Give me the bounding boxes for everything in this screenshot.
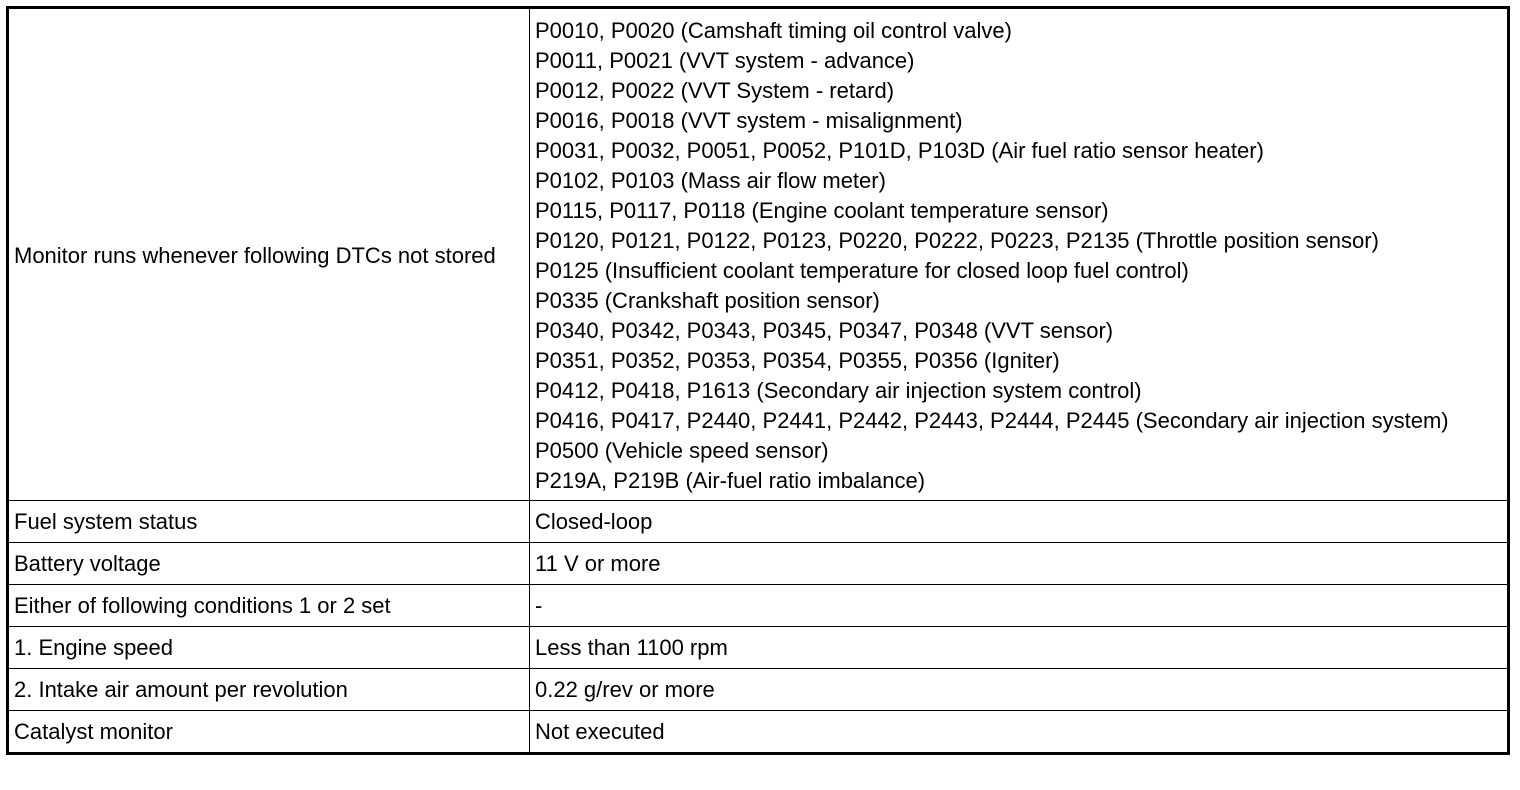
dtc-item: P0031, P0032, P0051, P0052, P101D, P103D (Air fuel ratio sensor heater) xyxy=(535,138,1264,163)
dtc-item: P0120, P0121, P0122, P0123, P0220, P0222, P0223, P2135 (Throttle position sensor) xyxy=(535,228,1379,253)
dtc-item: P0416, P0417, P2440, P2441, P2442, P2443, P2444, P2445 (Secondary air injection system) xyxy=(535,408,1449,433)
dtc-list xyxy=(530,8,1509,501)
dtc-item: P0011, P0021 (VVT system - advance) xyxy=(535,48,915,73)
table-row xyxy=(8,669,1509,711)
table-row xyxy=(8,501,1509,543)
dtc-item: P0102, P0103 (Mass air flow meter) xyxy=(535,168,886,193)
row-label: Catalyst monitor xyxy=(8,711,530,754)
dtc-item: P0412, P0418, P1613 (Secondary air injection system control) xyxy=(535,378,1142,403)
row-label: 1. Engine speed xyxy=(8,627,530,669)
dtc-item: P219A, P219B (Air-fuel ratio imbalance) xyxy=(535,468,926,493)
dtc-item: P0125 (Insufficient coolant temperature for closed loop fuel control) xyxy=(535,258,1189,283)
table-row xyxy=(8,627,1509,669)
row-value: Less than 1100 rpm xyxy=(530,627,1509,669)
table-row xyxy=(8,8,1509,501)
table-row xyxy=(8,711,1509,754)
row-value: Not executed xyxy=(530,711,1509,754)
row-value: 11 V or more xyxy=(530,543,1509,585)
table-row xyxy=(8,585,1509,627)
row-value: - xyxy=(530,585,1509,627)
dtc-item: P0335 (Crankshaft position sensor) xyxy=(535,288,880,313)
conditions-table xyxy=(6,6,1510,755)
dtc-item: P0010, P0020 (Camshaft timing oil control valve) xyxy=(535,18,1012,43)
dtc-item: P0012, P0022 (VVT System - retard) xyxy=(535,78,895,103)
row-label: Battery voltage xyxy=(8,543,530,585)
table-row xyxy=(8,543,1509,585)
row-value: Closed-loop xyxy=(530,501,1509,543)
dtc-item: P0351, P0352, P0353, P0354, P0355, P0356 (Igniter) xyxy=(535,348,1060,373)
row-label: Either of following conditions 1 or 2 set xyxy=(8,585,530,627)
dtc-item: P0016, P0018 (VVT system - misalignment) xyxy=(535,108,963,133)
row-label: 2. Intake air amount per revolution xyxy=(8,669,530,711)
row-label: Fuel system status xyxy=(8,501,530,543)
row-label: Monitor runs whenever following DTCs not stored xyxy=(8,8,530,501)
row-value: 0.22 g/rev or more xyxy=(530,669,1509,711)
dtc-item: P0500 (Vehicle speed sensor) xyxy=(535,438,829,463)
dtc-item: P0340, P0342, P0343, P0345, P0347, P0348 (VVT sensor) xyxy=(535,318,1114,343)
dtc-item: P0115, P0117, P0118 (Engine coolant temperature sensor) xyxy=(535,198,1109,223)
